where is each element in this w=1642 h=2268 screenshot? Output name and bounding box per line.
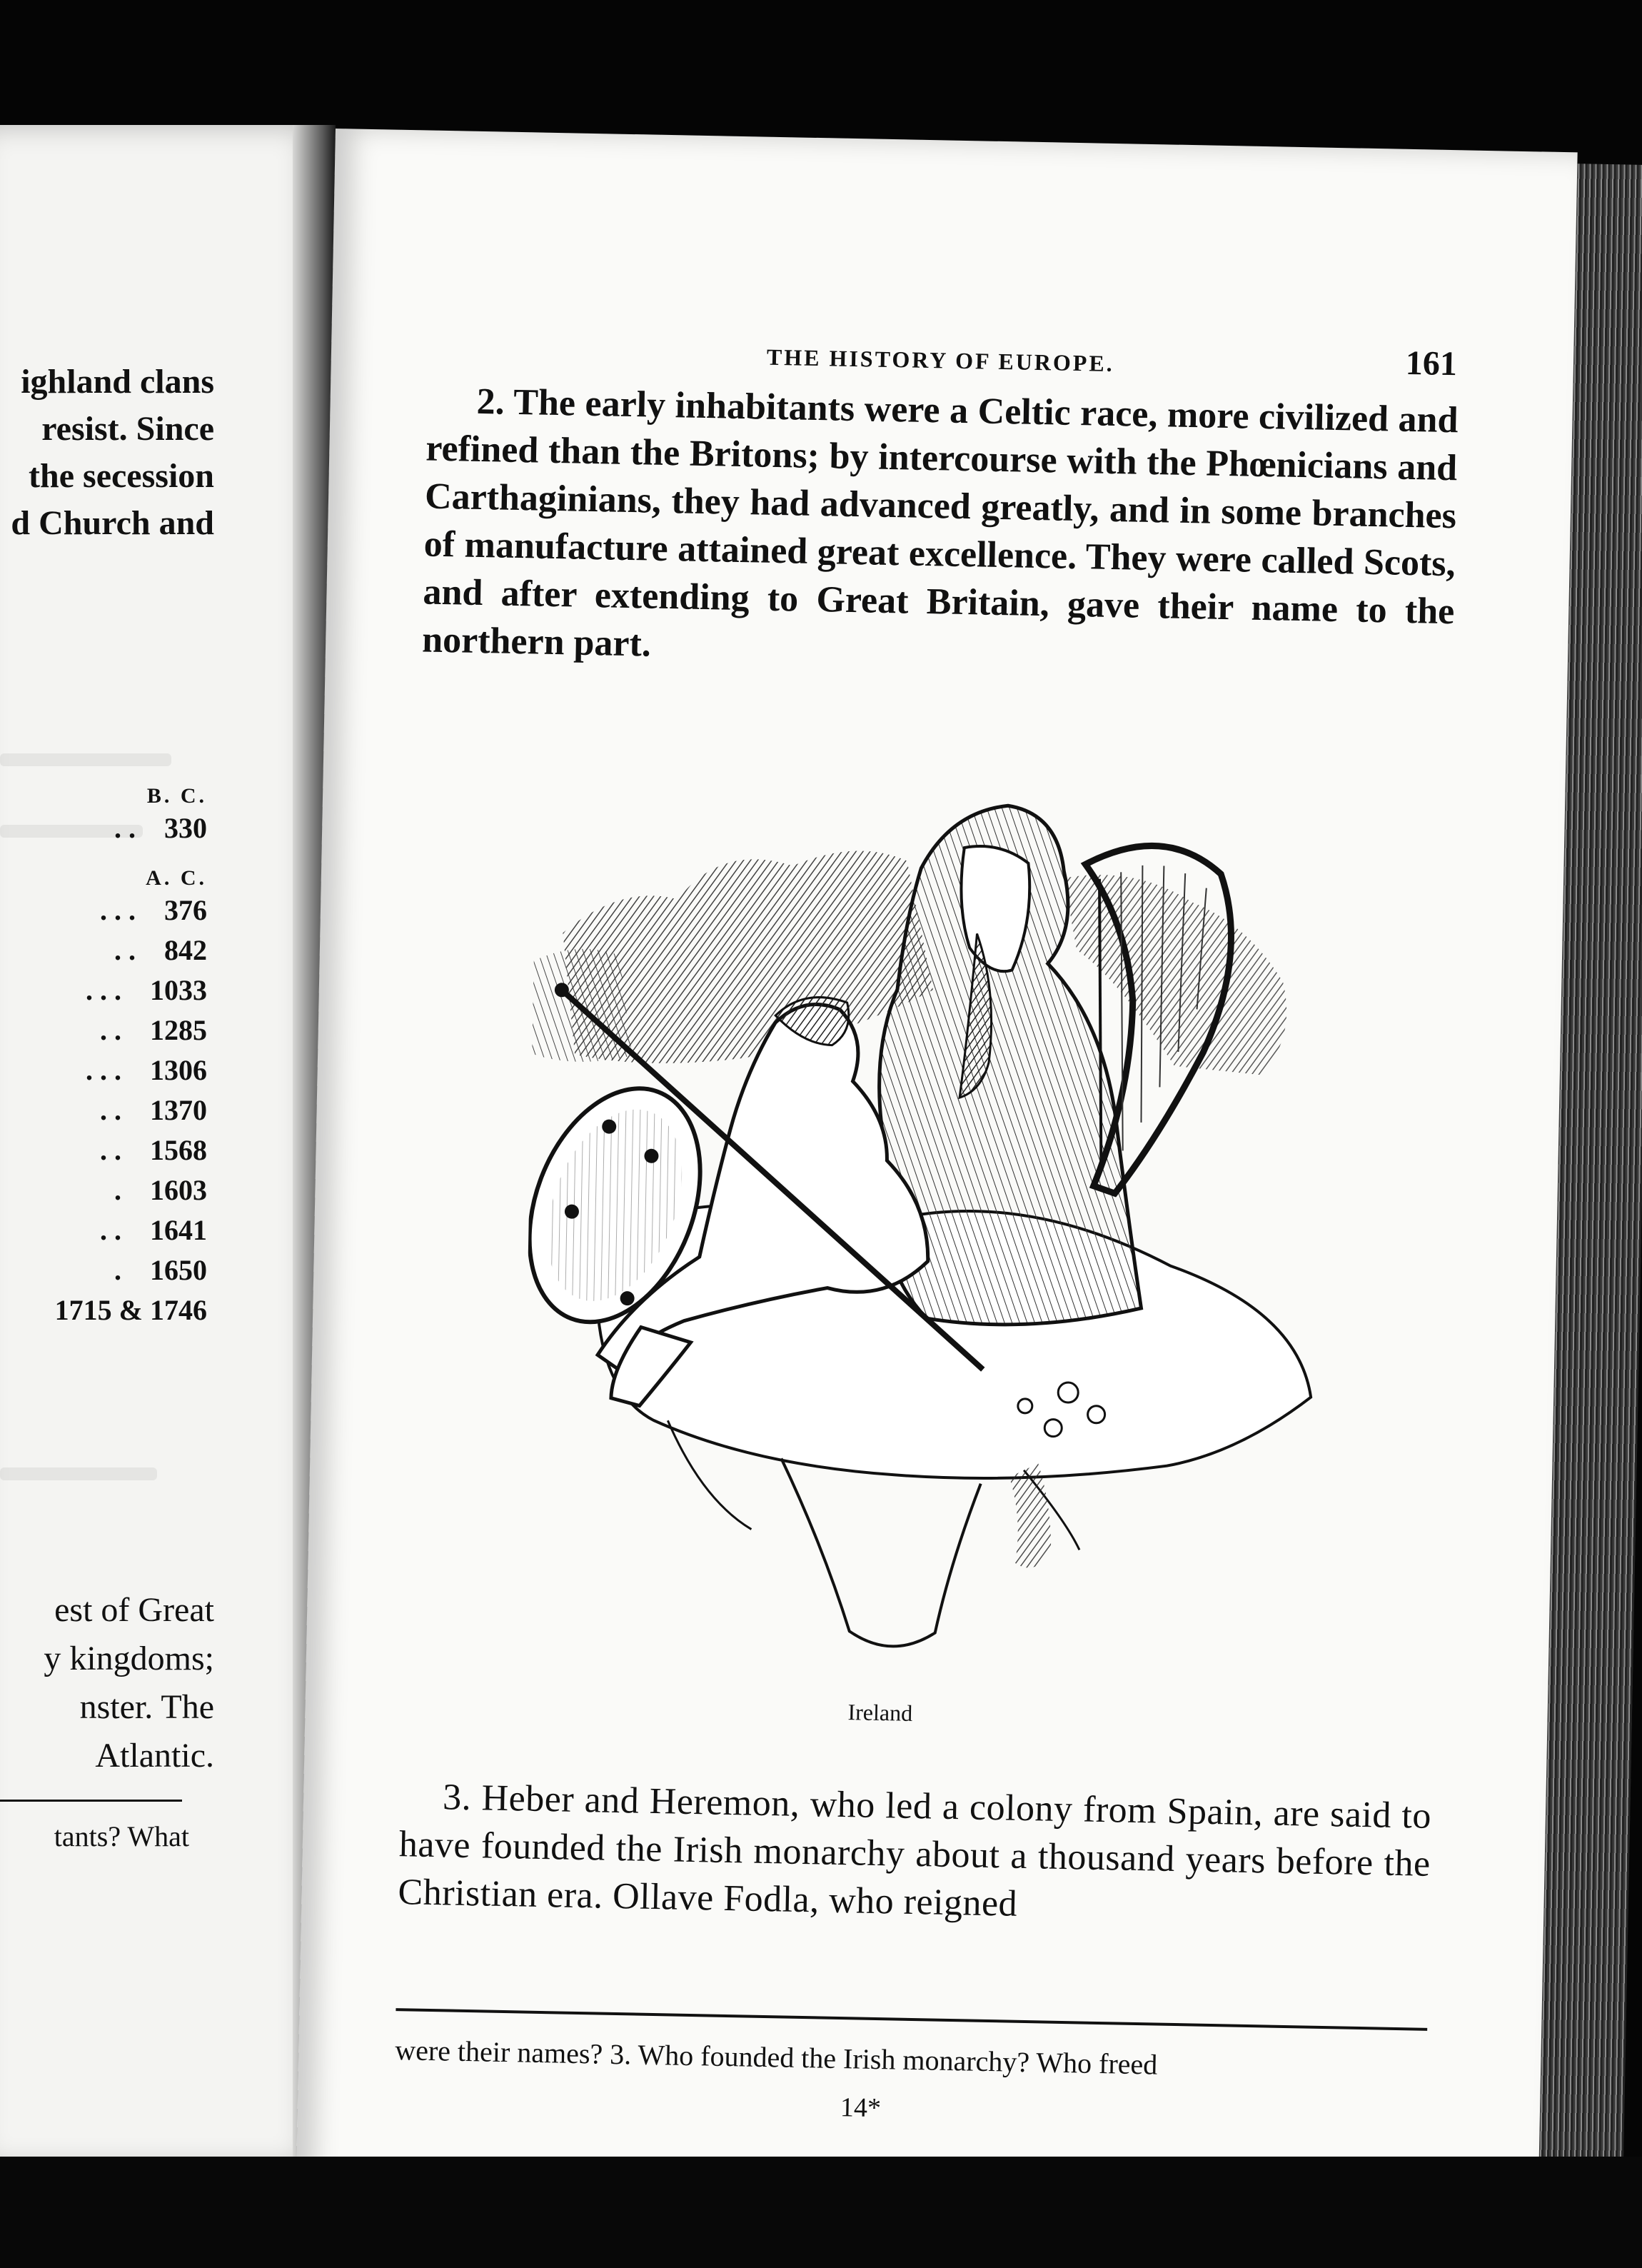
chronology-year: 330 (164, 812, 207, 844)
dot-leader: . (114, 1174, 121, 1206)
chronology-row (86, 973, 207, 1008)
chronology-year: 1306 (150, 1054, 207, 1086)
running-head: THE HISTORY OF EUROPE. (766, 343, 1115, 376)
ireland-engraving (520, 754, 1359, 1691)
chronology-last: 1715 & 1746 (54, 1294, 207, 1326)
chronology-row (100, 893, 207, 928)
paragraph-2: 2. The early inhabitants were a Celtic race, more civilized and refined than the Britons; by intercourse with the Phœnicians and Carthaginians, they had advanced greatly, and in some branches of manufacture attained great excellence. They were called Scots, and after extending to Great Britain, gave their name to the northern part. (421, 381, 1459, 665)
chronology-year: 1568 (150, 1134, 207, 1166)
chronology-row (100, 1013, 207, 1048)
chronology-year: 376 (164, 894, 207, 926)
left-text-line: d Church and (11, 504, 214, 542)
era-label-bc: B. C. (146, 784, 207, 808)
chronology-year: 1370 (150, 1094, 207, 1126)
dot-leader: . . (114, 934, 136, 966)
chronology-row (114, 933, 207, 968)
scanner-background (0, 2157, 1642, 2268)
chronology-year: 842 (164, 934, 207, 966)
era-label-ac: A. C. (146, 866, 207, 890)
left-text-line: ighland clans (21, 363, 214, 401)
dot-leader: . . (100, 1134, 121, 1166)
chronology-row (114, 811, 207, 846)
footnote-rule (396, 2008, 1427, 2031)
dot-leader: . . (100, 1214, 121, 1246)
paragraph-3: 3. Heber and Heremon, who led a colony from Spain, are said to have founded the Irish monarchy about a thousand years before the Christian era. Ollave Fodla, who reigned (398, 1777, 1432, 1925)
dot-leader: . . (100, 1094, 121, 1126)
left-text-line: resist. Since (41, 410, 214, 448)
chronology-year: 1033 (150, 974, 207, 1006)
illustration-caption: Ireland (847, 1699, 913, 1726)
chronology-row (114, 1173, 207, 1208)
chronology-year: 1650 (150, 1254, 207, 1286)
signature-mark: 14* (840, 2092, 882, 2124)
chronology-year: 1285 (150, 1014, 207, 1046)
left-footnote-rule (0, 1800, 182, 1802)
chronology-year: 1641 (150, 1214, 207, 1246)
dot-leader: . . (100, 1014, 121, 1046)
left-page (0, 125, 328, 2167)
chronology-row (100, 1133, 207, 1168)
chronology-row (114, 1253, 207, 1288)
left-text-line: y kingdoms; (44, 1640, 214, 1677)
left-text-line: Atlantic. (95, 1737, 214, 1775)
chronology-year: 1603 (150, 1174, 207, 1206)
dot-leader: . . . (86, 974, 121, 1006)
chronology-row (86, 1053, 207, 1088)
chronology-row (100, 1213, 207, 1248)
page-number: 161 (1405, 343, 1458, 383)
dot-leader: . . (114, 812, 136, 844)
dot-leader: . . . (86, 1054, 121, 1086)
left-text-line: est of Great (54, 1591, 214, 1629)
chronology-row (100, 1093, 207, 1128)
dot-leader: . . . (100, 894, 136, 926)
left-text-line: the secession (29, 457, 214, 495)
left-text-line: nster. The (79, 1688, 214, 1726)
right-page (296, 129, 1578, 2248)
left-footnote: tants? What (54, 1820, 189, 1852)
dot-leader: . (114, 1254, 121, 1286)
footnote-questions: were their names? 3. Who founded the Irish monarchy? Who freed (394, 2034, 1158, 2081)
